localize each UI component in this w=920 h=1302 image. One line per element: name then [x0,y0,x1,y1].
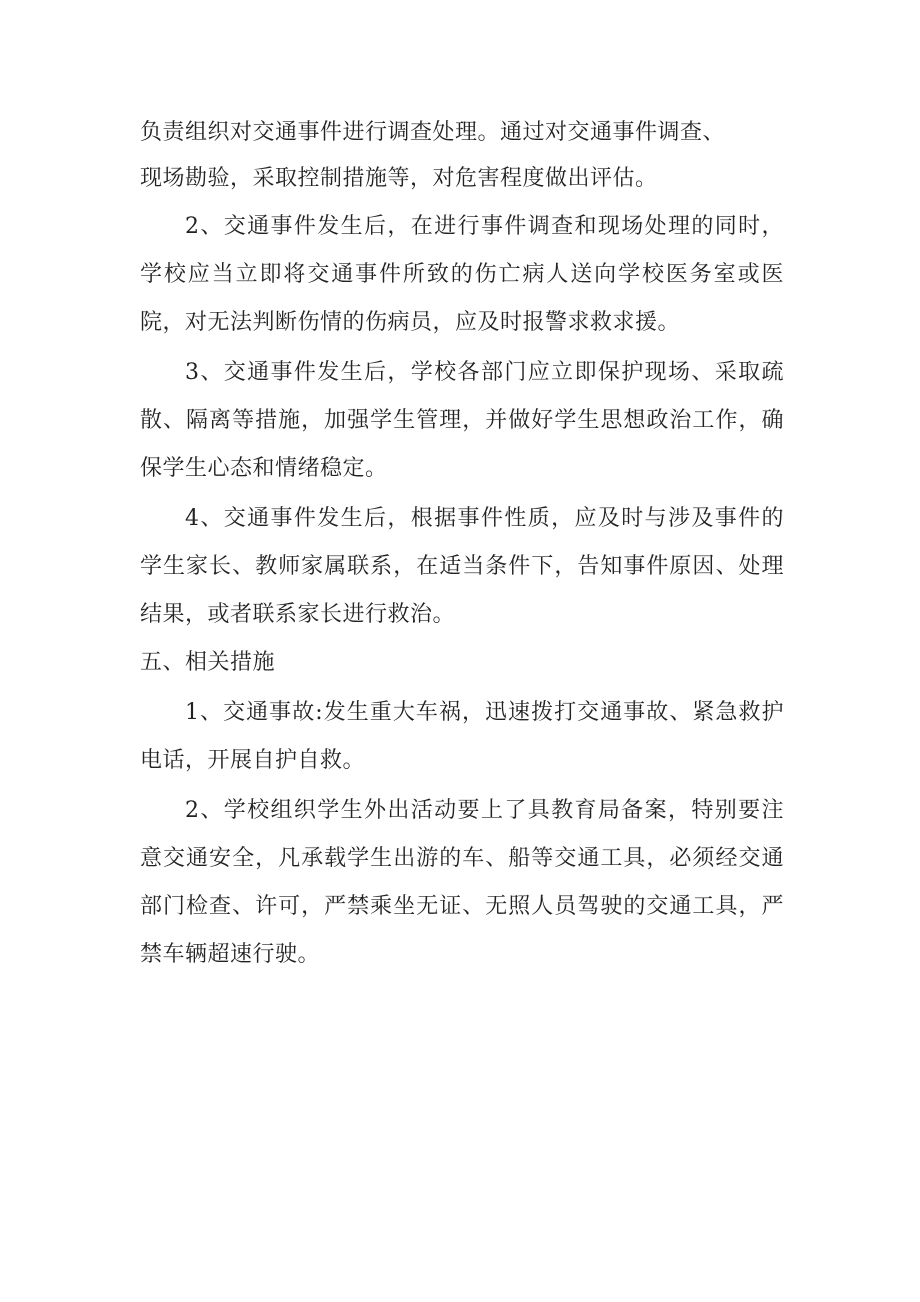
paragraph-line: 保学生心态和情绪稳定。 [140,456,388,481]
paragraph-line: 部门检查、许可，严禁乘坐无证、无照人员驾驶的交通工具，严 [140,894,784,919]
paragraph-line: 2、交通事件发生后，在进行事件调查和现场处理的同时， [185,214,784,239]
section-heading: 五、相关措施 [140,650,276,675]
paragraph-line: 散、隔离等措施，加强学生管理，并做好学生思想政治工作，确 [140,408,784,433]
paragraph-line: 意交通安全，凡承载学生出游的车、船等交通工具，必须经交通 [140,846,784,871]
paragraph-line: 院，对无法判断伤情的伤病员，应及时报警求救求援。 [140,310,681,335]
paragraph-line: 现场勘验，采取控制措施等，对危害程度做出评估。 [140,166,658,191]
paragraph-line: 电话，开展自护自救。 [140,748,366,773]
paragraph-line: 4、交通事件发生后，根据事件性质，应及时与涉及事件的 [185,506,784,531]
paragraph-line: 学生家长、教师家属联系，在适当条件下，告知事件原因、处理 [140,554,784,579]
paragraph-line: 结果，或者联系家长进行救治。 [140,602,456,627]
paragraph-line: 禁车辆超速行驶。 [140,942,321,967]
paragraph-line: 学校应当立即将交通事件所致的伤亡病人送向学校医务室或医 [140,262,784,287]
paragraph-line: 负责组织对交通事件进行调查处理。通过对交通事件调查、 [140,120,726,145]
paragraph-line: 3、交通事件发生后，学校各部门应立即保护现场、采取疏 [185,360,784,385]
paragraph-line: 1、交通事故:发生重大车祸，迅速拨打交通事故、紧急救护 [185,700,784,725]
paragraph-line: 2、学校组织学生外出活动要上了具教育局备案，特别要注 [185,798,784,823]
